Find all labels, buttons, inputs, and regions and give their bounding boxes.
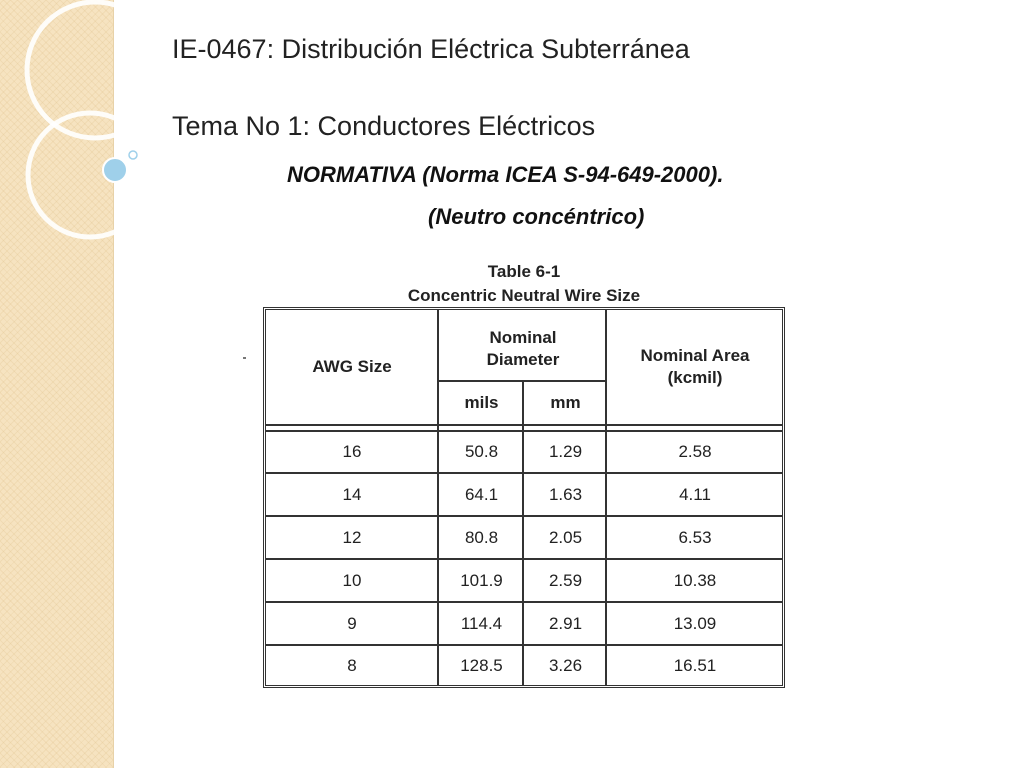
topic-title: Tema No 1: Conductores Eléctricos [172,111,596,141]
table-cell: 2.58 [678,442,712,461]
table-cell: 1.29 [548,442,583,461]
table-caption-number: Table 6-1 [487,262,561,281]
table-cell: 64.1 [464,484,499,504]
table-caption-title: Concentric Neutral Wire Size [407,286,641,305]
table-cell: 10.38 [673,570,717,590]
standard-heading: NORMATIVA (Norma ICEA S-94-649-2000). [287,162,724,187]
table-cell: 6.53 [678,527,712,547]
table-cell: 128.5 [460,655,503,675]
table-cell: 16.51 [673,655,717,675]
header-mm: mm [550,393,581,412]
table-cell: 4.11 [679,484,711,504]
table-cell: 3.26 [548,655,583,675]
table-cell: 1.63 [548,484,583,504]
table-cell: 9 [347,613,357,633]
table-cell: 2.91 [548,613,583,633]
table-cell: 8 [347,655,357,675]
table-cell: 10 [342,570,362,590]
table-cell: 114.4 [460,613,503,633]
table-cell: 16 [342,442,362,461]
course-title: IE-0467: Distribución Eléctrica Subterránea [172,34,690,64]
table-cell: 80.8 [464,527,499,547]
header-nominal-area: Nominal Area (kcmil) [640,346,750,387]
header-mils: mils [464,393,499,412]
table-cell: 2.59 [548,570,583,590]
table-cell: 50.8 [464,442,499,461]
table-cell: 14 [342,484,362,504]
sub-heading: (Neutro concéntrico) [428,204,645,229]
decorative-rings [0,0,200,260]
table-cell: 2.05 [548,527,583,547]
table-cell: 12 [342,527,362,547]
concentric-neutral-table [263,307,785,688]
header-nominal-diameter: Nominal Diameter [486,328,560,369]
header-awg: AWG Size [312,357,392,376]
bubble-icon [103,158,127,182]
stray-mark [243,357,246,359]
table-cell: 13.09 [673,613,717,633]
table-cell: 101.9 [460,570,503,590]
